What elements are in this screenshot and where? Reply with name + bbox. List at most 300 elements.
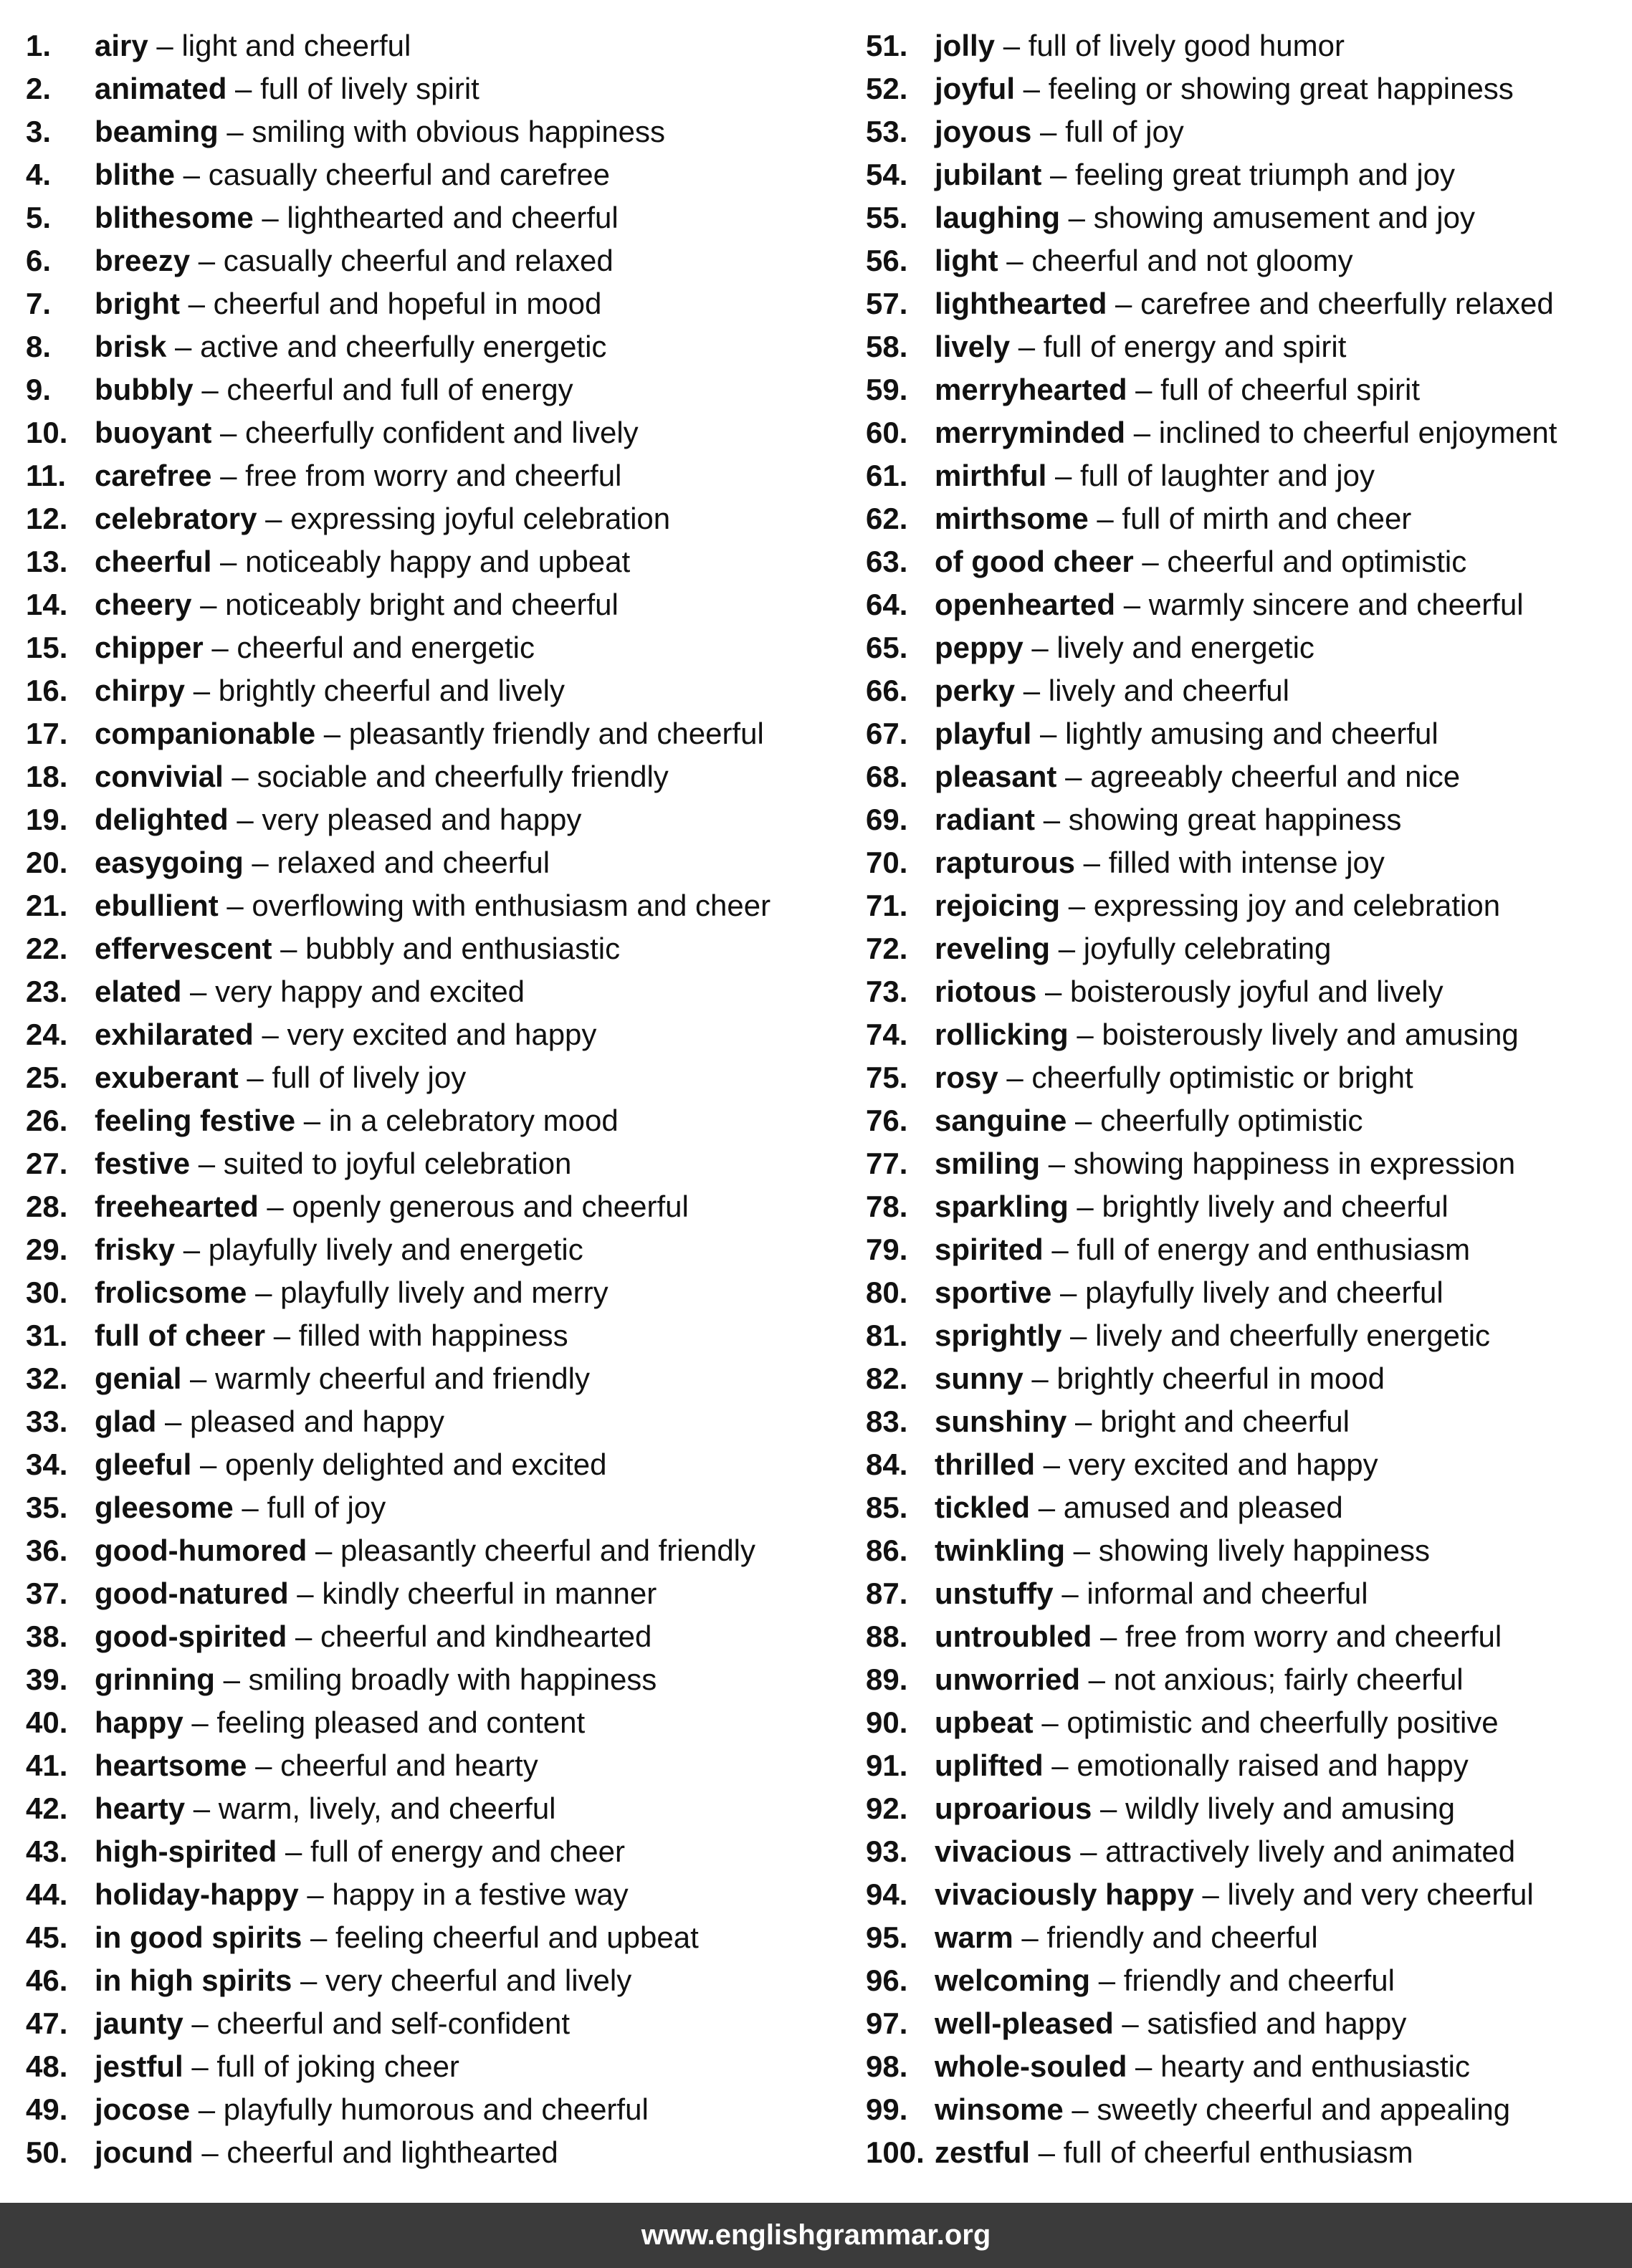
item-separator: – <box>193 373 227 406</box>
item-word: blithe <box>95 158 175 191</box>
item-definition: very happy and excited <box>215 975 525 1008</box>
item-number: 75. <box>866 1061 908 1094</box>
item-word: in good spirits <box>95 1920 302 1954</box>
item-separator: – <box>1043 1233 1077 1266</box>
item-number: 100. <box>866 2135 925 2169</box>
item-word: companionable <box>95 717 316 750</box>
list-item <box>26 2088 836 2131</box>
item-number: 1. <box>26 29 52 62</box>
item-word: light <box>935 244 998 277</box>
item-word: laughing <box>935 201 1060 234</box>
list-item <box>866 1357 1626 1400</box>
item-number: 57. <box>866 287 908 320</box>
word-list-column-right <box>866 24 1626 2174</box>
item-separator: – <box>287 1619 321 1653</box>
item-separator: – <box>1036 975 1071 1008</box>
item-separator: – <box>1075 846 1109 879</box>
item-separator: – <box>1072 1834 1106 1868</box>
item-number: 30. <box>26 1276 68 1309</box>
item-number: 2. <box>26 72 52 105</box>
item-separator: – <box>1060 889 1094 922</box>
item-number: 55. <box>866 201 908 234</box>
item-number: 96. <box>866 1963 908 1997</box>
item-definition: full of mirth and cheer <box>1122 502 1412 535</box>
item-word: sportive <box>935 1276 1052 1309</box>
item-definition: full of lively joy <box>272 1061 467 1094</box>
item-word: effervescent <box>95 932 272 965</box>
item-number: 7. <box>26 287 52 320</box>
item-separator: – <box>183 1705 217 1739</box>
list-item <box>866 1486 1626 1529</box>
list-item <box>26 2131 836 2174</box>
item-word: freehearted <box>95 1190 259 1223</box>
item-word: tickled <box>935 1491 1031 1524</box>
item-definition: showing great happiness <box>1068 803 1402 836</box>
item-separator: – <box>226 72 261 105</box>
item-number: 19. <box>26 803 68 836</box>
item-separator: – <box>1066 1104 1101 1137</box>
item-number: 33. <box>26 1405 68 1438</box>
item-number: 61. <box>866 459 908 492</box>
item-definition: lighthearted and cheerful <box>287 201 619 234</box>
item-word: jocose <box>95 2092 191 2126</box>
item-word: upbeat <box>935 1705 1034 1739</box>
item-definition: active and cheerfully energetic <box>200 330 607 363</box>
item-definition: showing amusement and joy <box>1093 201 1475 234</box>
item-separator: – <box>190 2092 224 2126</box>
list-item <box>866 1959 1626 2002</box>
item-word: mirthful <box>935 459 1047 492</box>
item-word: jestful <box>95 2049 183 2083</box>
item-number: 41. <box>26 1748 68 1782</box>
item-number: 14. <box>26 588 68 621</box>
list-item <box>866 712 1626 755</box>
list-item <box>866 454 1626 497</box>
item-separator: – <box>1041 158 1076 191</box>
item-number: 84. <box>866 1448 908 1481</box>
item-number: 9. <box>26 373 52 406</box>
item-separator: – <box>1063 2092 1097 2126</box>
item-word: bright <box>95 287 180 320</box>
item-definition: carefree and cheerfully relaxed <box>1140 287 1554 320</box>
item-definition: playfully lively and merry <box>280 1276 609 1309</box>
item-separator: – <box>183 2049 217 2083</box>
item-word: sunny <box>935 1362 1023 1395</box>
item-number: 37. <box>26 1576 68 1610</box>
item-word: jubilant <box>935 158 1042 191</box>
list-item <box>866 1916 1626 1959</box>
item-number: 83. <box>866 1405 908 1438</box>
list-item <box>866 282 1626 325</box>
item-number: 80. <box>866 1276 908 1309</box>
list-item <box>866 1314 1626 1357</box>
item-definition: sweetly cheerful and appealing <box>1097 2092 1511 2126</box>
item-word: gleeful <box>95 1448 192 1481</box>
item-word: sparkling <box>935 1190 1069 1223</box>
item-definition: pleased and happy <box>190 1405 445 1438</box>
item-separator: – <box>288 1576 323 1610</box>
item-definition: wildly lively and amusing <box>1125 1791 1455 1825</box>
item-definition: smiling with obvious happiness <box>252 115 666 148</box>
item-definition: optimistic and cheerfully positive <box>1066 1705 1499 1739</box>
list-item <box>866 1443 1626 1486</box>
list-item <box>26 239 836 282</box>
item-separator: – <box>218 889 252 922</box>
item-separator: – <box>1043 1748 1077 1782</box>
item-definition: full of energy and enthusiasm <box>1077 1233 1471 1266</box>
item-word: warm <box>935 1920 1013 1954</box>
item-word: cheery <box>95 588 192 621</box>
item-word: blithesome <box>95 201 254 234</box>
item-word: good-natured <box>95 1576 289 1610</box>
list-item <box>26 1228 836 1271</box>
item-number: 35. <box>26 1491 68 1524</box>
list-item <box>26 712 836 755</box>
item-word: joyful <box>935 72 1015 105</box>
item-word: uplifted <box>935 1748 1044 1782</box>
item-word: peppy <box>935 631 1023 664</box>
item-number: 86. <box>866 1533 908 1567</box>
item-definition: suited to joyful celebration <box>223 1147 572 1180</box>
item-definition: openly delighted and excited <box>225 1448 607 1481</box>
item-definition: feeling or showing great happiness <box>1048 72 1514 105</box>
item-definition: openly generous and cheerful <box>292 1190 689 1223</box>
item-separator: – <box>1080 1662 1114 1696</box>
item-definition: filled with happiness <box>298 1319 568 1352</box>
item-definition: cheerful and self-confident <box>216 2006 571 2040</box>
item-separator: – <box>1125 416 1159 449</box>
item-number: 74. <box>866 1018 908 1051</box>
item-number: 63. <box>866 545 908 578</box>
item-definition: attractively lively and animated <box>1105 1834 1516 1868</box>
item-separator: – <box>1068 1190 1102 1223</box>
item-word: elated <box>95 975 182 1008</box>
item-word: convivial <box>95 760 224 793</box>
item-separator: – <box>211 459 246 492</box>
item-definition: noticeably bright and cheerful <box>225 588 619 621</box>
item-separator: – <box>228 803 262 836</box>
item-number: 36. <box>26 1533 68 1567</box>
item-number: 10. <box>26 416 68 449</box>
item-number: 16. <box>26 674 68 707</box>
item-number: 13. <box>26 545 68 578</box>
list-item <box>866 2002 1626 2045</box>
item-definition: playfully lively and cheerful <box>1085 1276 1443 1309</box>
item-word: openhearted <box>935 588 1116 621</box>
item-separator: – <box>265 1319 299 1352</box>
item-word: playful <box>935 717 1032 750</box>
item-word: sunshiny <box>935 1405 1067 1438</box>
item-separator: – <box>185 674 219 707</box>
list-item <box>26 1099 836 1142</box>
item-number: 62. <box>866 502 908 535</box>
item-separator: – <box>1040 1147 1074 1180</box>
list-item <box>866 2131 1626 2174</box>
item-separator: – <box>1133 545 1168 578</box>
item-separator: – <box>998 244 1032 277</box>
list-item <box>26 1185 836 1228</box>
item-word: ebullient <box>95 889 219 922</box>
list-item <box>26 1572 836 1615</box>
item-separator: – <box>1050 932 1084 965</box>
item-number: 76. <box>866 1104 908 1137</box>
list-item <box>866 153 1626 196</box>
item-separator: – <box>1030 2135 1064 2169</box>
item-number: 54. <box>866 158 908 191</box>
item-definition: cheerful and energetic <box>237 631 535 664</box>
list-item <box>866 755 1626 798</box>
item-separator: – <box>277 1834 311 1868</box>
list-item <box>26 970 836 1013</box>
item-word: mirthsome <box>935 502 1089 535</box>
item-definition: inclined to cheerful enjoyment <box>1158 416 1557 449</box>
list-item <box>26 669 836 712</box>
item-definition: brightly cheerful and lively <box>218 674 565 707</box>
item-separator: – <box>257 502 291 535</box>
item-separator: – <box>203 631 237 664</box>
item-number: 88. <box>866 1619 908 1653</box>
item-definition: cheerful and lighthearted <box>226 2135 558 2169</box>
item-definition: lively and cheerfully energetic <box>1095 1319 1491 1352</box>
item-number: 56. <box>866 244 908 277</box>
list-item <box>26 1056 836 1099</box>
item-separator: – <box>238 1061 272 1094</box>
item-separator: – <box>175 1233 209 1266</box>
item-number: 94. <box>866 1877 908 1911</box>
item-number: 26. <box>26 1104 68 1137</box>
item-separator: – <box>166 330 201 363</box>
list-item <box>866 24 1626 67</box>
item-number: 15. <box>26 631 68 664</box>
footer-website-link[interactable]: www.englishgrammar.org <box>641 2219 991 2251</box>
item-word: perky <box>935 674 1016 707</box>
item-number: 17. <box>26 717 68 750</box>
item-definition: lively and energetic <box>1056 631 1314 664</box>
item-definition: relaxed and cheerful <box>277 846 550 879</box>
item-word: reveling <box>935 932 1051 965</box>
list-item <box>866 1529 1626 1572</box>
item-word: easygoing <box>95 846 244 879</box>
item-number: 25. <box>26 1061 68 1094</box>
item-separator: – <box>295 1104 329 1137</box>
item-word: celebratory <box>95 502 257 535</box>
item-word: heartsome <box>95 1748 247 1782</box>
item-word: chirpy <box>95 674 186 707</box>
item-separator: – <box>190 1147 224 1180</box>
item-number: 66. <box>866 674 908 707</box>
item-number: 5. <box>26 201 52 234</box>
item-word: buoyant <box>95 416 212 449</box>
item-separator: – <box>307 1533 340 1567</box>
item-word: rapturous <box>935 846 1076 879</box>
list-item <box>866 970 1626 1013</box>
item-number: 98. <box>866 2049 908 2083</box>
item-separator: – <box>1035 803 1069 836</box>
item-separator: – <box>191 1448 226 1481</box>
item-definition: full of cheerful spirit <box>1160 373 1420 406</box>
item-definition: showing lively happiness <box>1098 1533 1430 1567</box>
item-word: sprightly <box>935 1319 1062 1352</box>
item-number: 47. <box>26 2006 68 2040</box>
item-separator: – <box>1113 2006 1147 2040</box>
item-number: 45. <box>26 1920 68 1954</box>
item-word: feeling festive <box>95 1104 296 1137</box>
list-item <box>866 1271 1626 1314</box>
item-number: 23. <box>26 975 68 1008</box>
item-separator: – <box>1031 717 1066 750</box>
item-separator: – <box>1013 1920 1047 1954</box>
item-word: unstuffy <box>935 1576 1054 1610</box>
item-number: 48. <box>26 2049 68 2083</box>
item-separator: – <box>1092 1619 1125 1653</box>
item-number: 52. <box>866 72 908 105</box>
item-word: jocund <box>95 2135 194 2169</box>
item-separator: – <box>1065 1533 1099 1567</box>
item-number: 32. <box>26 1362 68 1395</box>
item-number: 91. <box>866 1748 908 1782</box>
item-number: 58. <box>866 330 908 363</box>
item-definition: informal and cheerful <box>1087 1576 1368 1610</box>
item-definition: cheerful and full of energy <box>226 373 573 406</box>
item-definition: smiling broadly with happiness <box>248 1662 657 1696</box>
item-word: whole-souled <box>935 2049 1127 2083</box>
list-item <box>26 497 836 540</box>
item-definition: noticeably happy and upbeat <box>245 545 631 578</box>
item-definition: full of cheerful enthusiasm <box>1063 2135 1413 2169</box>
item-separator: – <box>1015 674 1049 707</box>
item-separator: – <box>247 1276 281 1309</box>
item-word: breezy <box>95 244 191 277</box>
list-item <box>866 1572 1626 1615</box>
item-definition: free from worry and cheerful <box>1125 1619 1502 1653</box>
list-item <box>866 1658 1626 1701</box>
item-definition: bright and cheerful <box>1100 1405 1350 1438</box>
item-separator: – <box>211 545 246 578</box>
item-word: joyous <box>935 115 1032 148</box>
list-item <box>866 1744 1626 1787</box>
item-definition: casually cheerful and carefree <box>208 158 611 191</box>
item-separator: – <box>223 760 257 793</box>
item-definition: very excited and happy <box>1068 1448 1378 1481</box>
footer-bar <box>0 2203 1632 2268</box>
item-word: riotous <box>935 975 1037 1008</box>
item-number: 85. <box>866 1491 908 1524</box>
list-item <box>26 1830 836 1873</box>
item-definition: full of lively good humor <box>1028 29 1345 62</box>
item-number: 81. <box>866 1319 908 1352</box>
item-word: exuberant <box>95 1061 239 1094</box>
list-item <box>26 798 836 841</box>
item-number: 28. <box>26 1190 68 1223</box>
item-number: 79. <box>866 1233 908 1266</box>
item-definition: feeling cheerful and upbeat <box>335 1920 699 1954</box>
item-definition: lively and very cheerful <box>1227 1877 1534 1911</box>
list-item <box>26 325 836 368</box>
item-number: 78. <box>866 1190 908 1223</box>
list-item <box>26 1787 836 1830</box>
item-separator: – <box>193 2135 227 2169</box>
list-item <box>26 368 836 411</box>
item-separator: – <box>247 1748 281 1782</box>
item-word: uproarious <box>935 1791 1092 1825</box>
list-item <box>866 325 1626 368</box>
item-word: vivacious <box>935 1834 1072 1868</box>
list-item <box>866 2045 1626 2088</box>
item-word: hearty <box>95 1791 186 1825</box>
item-separator: – <box>298 1877 333 1911</box>
item-separator: – <box>181 975 216 1008</box>
item-number: 72. <box>866 932 908 965</box>
item-definition: joyfully celebrating <box>1083 932 1332 965</box>
item-separator: – <box>1088 502 1122 535</box>
list-item <box>26 1744 836 1787</box>
item-separator: – <box>292 1963 326 1997</box>
item-definition: hearty and enthusiastic <box>1160 2049 1470 2083</box>
item-number: 70. <box>866 846 908 879</box>
item-number: 44. <box>26 1877 68 1911</box>
item-separator: – <box>233 1491 267 1524</box>
item-separator: – <box>191 588 226 621</box>
item-separator: – <box>253 1018 287 1051</box>
list-item <box>866 1400 1626 1443</box>
list-item <box>26 1916 836 1959</box>
item-number: 77. <box>866 1147 908 1180</box>
list-item <box>866 927 1626 970</box>
item-word: exhilarated <box>95 1018 254 1051</box>
list-item <box>866 411 1626 454</box>
item-word: bubbly <box>95 373 194 406</box>
item-number: 68. <box>866 760 908 793</box>
item-number: 21. <box>26 889 68 922</box>
list-item <box>866 583 1626 626</box>
list-item <box>26 2002 836 2045</box>
item-separator: – <box>1023 1362 1057 1395</box>
item-definition: full of joy <box>1065 115 1184 148</box>
item-number: 34. <box>26 1448 68 1481</box>
item-separator: – <box>179 287 214 320</box>
item-word: merryhearted <box>935 373 1127 406</box>
item-number: 60. <box>866 416 908 449</box>
item-definition: feeling great triumph and joy <box>1075 158 1456 191</box>
list-item <box>866 1830 1626 1873</box>
item-word: holiday-happy <box>95 1877 299 1911</box>
list-item <box>26 927 836 970</box>
list-item <box>26 153 836 196</box>
item-number: 93. <box>866 1834 908 1868</box>
list-item <box>26 583 836 626</box>
item-separator: – <box>1127 373 1161 406</box>
list-item <box>26 1013 836 1056</box>
item-number: 22. <box>26 932 68 965</box>
list-item <box>866 1142 1626 1185</box>
item-number: 38. <box>26 1619 68 1653</box>
item-separator: – <box>175 158 209 191</box>
list-item <box>26 1271 836 1314</box>
list-item <box>26 1701 836 1744</box>
list-item <box>26 884 836 927</box>
item-definition: amused and pleased <box>1063 1491 1343 1524</box>
item-number: 99. <box>866 2092 908 2126</box>
item-number: 40. <box>26 1705 68 1739</box>
item-separator: – <box>190 244 224 277</box>
list-item <box>866 1615 1626 1658</box>
list-item <box>866 67 1626 110</box>
item-word: sanguine <box>935 1104 1067 1137</box>
item-separator: – <box>214 1662 249 1696</box>
item-definition: boisterously joyful and lively <box>1070 975 1443 1008</box>
item-word: full of cheer <box>95 1319 266 1352</box>
item-number: 39. <box>26 1662 68 1696</box>
